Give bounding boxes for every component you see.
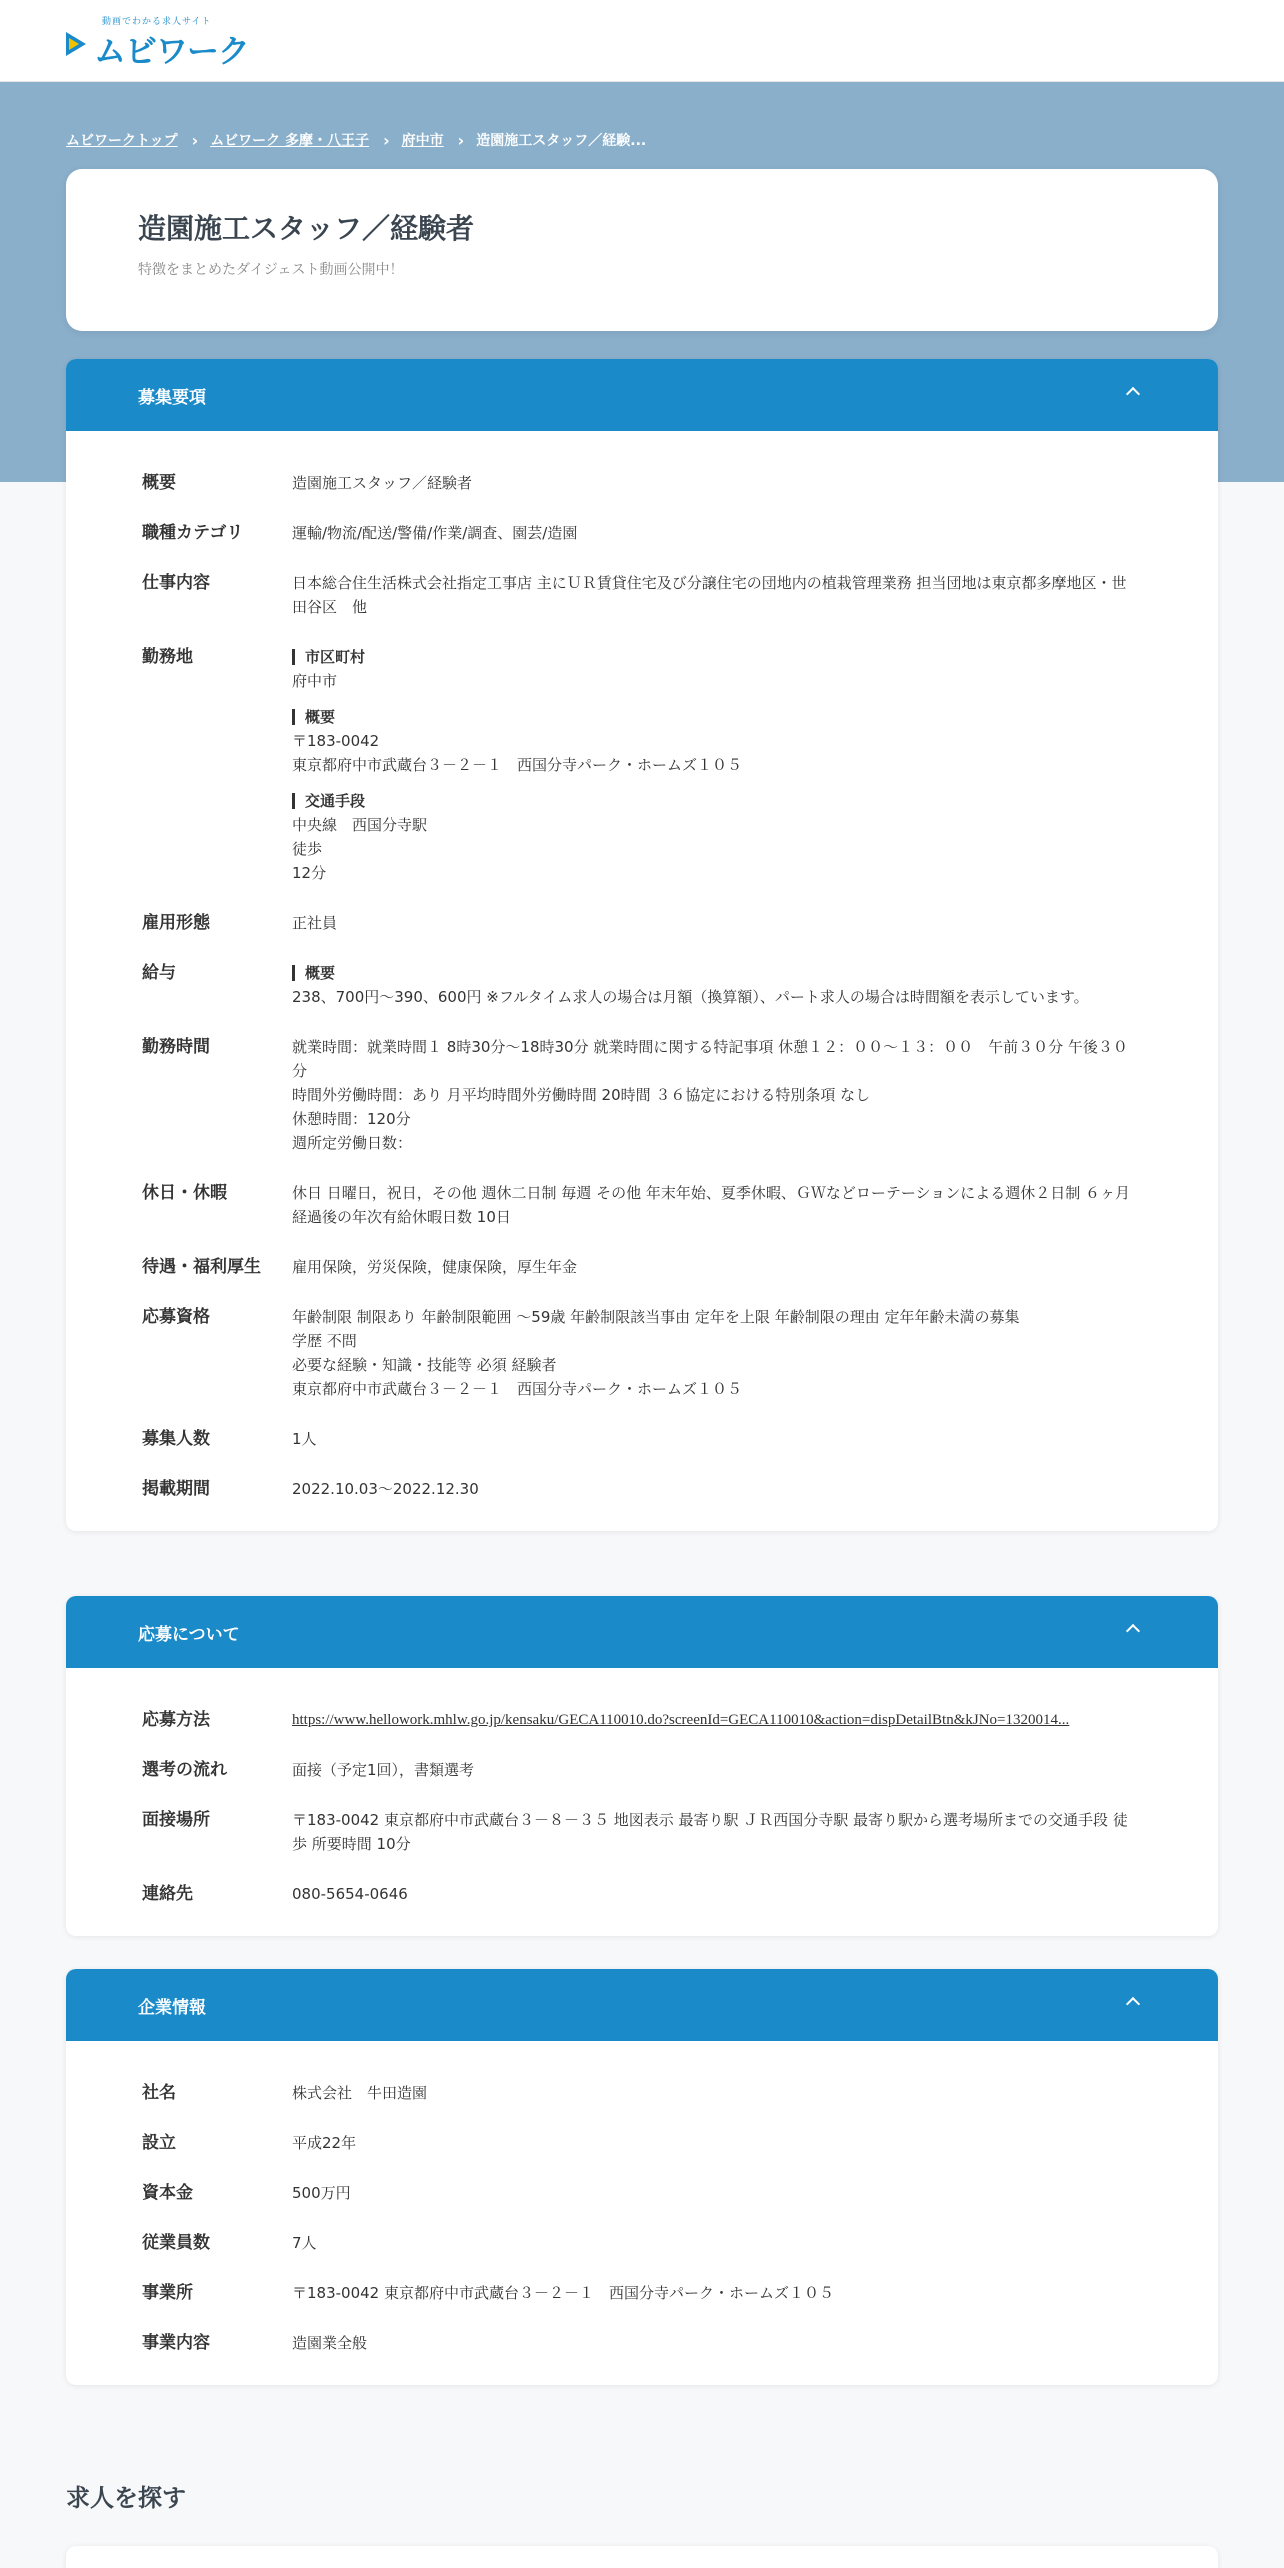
section-title: 応募について [138, 1625, 240, 1645]
row-label: 選考の流れ [142, 1760, 227, 1780]
chevron-right-icon: › [191, 130, 199, 150]
section-title: 募集要項 [138, 388, 206, 408]
row-label: 職種カテゴリ [142, 523, 244, 543]
row-label: 勤務地 [142, 647, 193, 667]
info-row [142, 2331, 1138, 2355]
row-label: 連絡先 [142, 1884, 193, 1904]
breadcrumb-link-area[interactable]: ムビワーク 多摩・八王子 [210, 133, 370, 149]
row-value [292, 1035, 1138, 1155]
row-label: 掲載期間 [142, 1479, 210, 1499]
row-label: 仕事内容 [142, 573, 210, 593]
row-value: 面接（予定1回），書類選考 [292, 1761, 475, 1779]
info-row [142, 645, 1138, 885]
info-row [142, 2281, 1138, 2305]
row-label: 休日・休暇 [142, 1183, 227, 1203]
row-label: 設立 [142, 2133, 176, 2153]
row-value: 1人 [292, 1430, 317, 1448]
info-row [142, 471, 1138, 495]
sub-value: 238、700円〜390、600円 ※フルタイム求人の場合は月額（換算額）、パート求人の場合は時間額を表示しています。 [292, 988, 1089, 1006]
apply-link[interactable]: https://www.hellowork.mhlw.go.jp/kensaku/GECA110010.do?screenId=GECA110010&action=dispDetailBtn&kJNo=1320014... [292, 1712, 1070, 1728]
row-value: 2022.10.03～2022.12.30 [292, 1480, 479, 1498]
info-row [142, 1882, 1138, 1906]
sub-value: 〒183-0042 [292, 732, 380, 750]
info-row [142, 1708, 1138, 1732]
info-row [142, 1808, 1138, 1856]
apply-section [66, 1596, 1218, 1936]
recruit-section [66, 359, 1218, 1531]
row-value: 7人 [292, 2234, 317, 2252]
value-line: 週所定労働日数： [292, 1134, 413, 1152]
value-line: 休憩時間：120分 [292, 1110, 411, 1128]
row-label: 概要 [142, 473, 176, 493]
row-value: 造園施工スタッフ／経験者 [292, 474, 473, 492]
info-row [142, 911, 1138, 935]
value-line: 東京都府中市武蔵台３－２－１ 西国分寺パーク・ホームズ１０５ [292, 1380, 743, 1398]
info-row [142, 1758, 1138, 1782]
info-row [142, 1427, 1138, 1451]
logo-tagline: 動画でわかる求人サイト [102, 17, 212, 27]
info-row [142, 1035, 1138, 1155]
job-title-card [66, 169, 1218, 331]
info-row [142, 2081, 1138, 2105]
row-value: 雇用保険，労災保険，健康保険，厚生年金 [292, 1258, 578, 1276]
value-line: 必要な経験・知識・技能等 必須 経験者 [292, 1356, 557, 1374]
play-icon [66, 32, 86, 56]
breadcrumb-link-top[interactable]: ムビワークトップ [66, 133, 178, 149]
chevron-right-icon: › [383, 130, 390, 150]
info-row [142, 1181, 1138, 1229]
site-header [0, 0, 1284, 82]
row-label: 資本金 [142, 2183, 193, 2203]
row-value: 正社員 [292, 914, 338, 932]
info-row [142, 2231, 1138, 2255]
info-row [142, 961, 1138, 1009]
row-value [292, 961, 1138, 1009]
row-value: 運輸/物流/配送/警備/作業/調査、園芸/造園 [292, 524, 578, 542]
row-label: 待遇・福利厚生 [142, 1257, 261, 1277]
info-row [142, 2131, 1138, 2155]
row-value: 〒183-0042 東京都府中市武蔵台３－２－１ 西国分寺パーク・ホームズ１０５ [292, 2284, 834, 2302]
sub-value: 中央線 西国分寺駅 [292, 816, 428, 834]
row-value: 500万円 [292, 2184, 351, 2202]
row-label: 募集人数 [142, 1429, 210, 1449]
row-label: 応募資格 [142, 1307, 210, 1327]
row-value [292, 645, 1138, 885]
page-title: 造園施工スタッフ／経験者 [138, 212, 475, 245]
value-line: 学歴 不問 [292, 1332, 357, 1350]
row-label: 給与 [142, 963, 176, 983]
row-value: 造園業全般 [292, 2334, 368, 2352]
sub-heading: 概要 [292, 965, 1138, 981]
info-row [142, 571, 1138, 619]
row-label: 社名 [142, 2083, 176, 2103]
row-value: 平成22年 [292, 2134, 357, 2152]
sub-value: 府中市 [292, 672, 338, 690]
chevron-up-icon[interactable] [1126, 1624, 1140, 1638]
row-label: 応募方法 [142, 1710, 210, 1730]
row-value: 〒183-0042 東京都府中市武蔵台３－８－３５ 地図表示 最寄り駅 ＪＲ西国分寺駅 最寄り駅から選考場所までの交通手段 徒歩 所要時間 10分 [292, 1811, 1128, 1853]
sub-heading: 交通手段 [292, 793, 1138, 809]
info-row [142, 521, 1138, 545]
row-value: 株式会社 牛田造園 [292, 2084, 428, 2102]
breadcrumb-link-city[interactable]: 府中市 [401, 133, 444, 149]
search-card [66, 2546, 1218, 2568]
company-section-header[interactable] [66, 1969, 1218, 2041]
sub-heading: 概要 [292, 709, 1138, 725]
recruit-section-header[interactable] [66, 359, 1218, 431]
sub-value: 12分 [292, 864, 327, 882]
row-label: 従業員数 [142, 2233, 210, 2253]
sub-value: 東京都府中市武蔵台３－２－１ 西国分寺パーク・ホームズ１０５ [292, 756, 743, 774]
chevron-right-icon: › [457, 130, 465, 150]
row-label: 面接場所 [142, 1810, 210, 1830]
sub-heading: 市区町村 [292, 649, 1138, 665]
chevron-up-icon[interactable] [1126, 387, 1140, 401]
info-row [142, 1477, 1138, 1501]
row-value: 080-5654-0646 [292, 1885, 408, 1903]
search-heading: 求人を探す [66, 2484, 186, 2512]
page-subtitle: 特徴をまとめたダイジェスト動画公開中！ [138, 262, 404, 278]
breadcrumb-current: 造園施工スタッフ／経験... [476, 133, 647, 149]
section-title: 企業情報 [138, 1998, 206, 2018]
breadcrumb [66, 130, 646, 150]
row-label: 雇用形態 [142, 913, 210, 933]
value-line: 時間外労働時間：あり 月平均時間外労働時間 20時間 ３６協定における特別条項 なし [292, 1086, 871, 1104]
row-value: 休日 日曜日，祝日，その他 週休二日制 毎週 その他 年末年始、夏季休暇、ＧＷなどローテーションによる週休２日制 ６ヶ月経過後の年次有給休暇日数 10日 [292, 1184, 1131, 1226]
row-value: 日本総合住生活株式会社指定工事店 主にＵＲ賃貸住宅及び分譲住宅の団地内の植栽管理業務 担当団地は東京都多摩地区・世田谷区 他 [292, 574, 1127, 616]
company-section [66, 1969, 1218, 2385]
site-logo[interactable] [66, 14, 250, 70]
row-value [292, 1305, 1138, 1401]
logo-text: ムビワーク [94, 32, 250, 70]
info-row [142, 1305, 1138, 1401]
value-line: 年齢制限 制限あり 年齢制限範囲 〜59歳 年齢制限該当事由 定年を上限 年齢制限の理由 定年年齢未満の募集 [292, 1308, 1020, 1326]
row-label: 事業内容 [142, 2333, 210, 2353]
info-row [142, 1255, 1138, 1279]
value-line: 就業時間：就業時間１ 8時30分〜18時30分 就業時間に関する特記事項 休憩１２：００～１３：００ 午前３０分 午後３０分 [292, 1038, 1128, 1080]
chevron-up-icon[interactable] [1126, 1997, 1140, 2011]
sub-value: 徒歩 [292, 840, 323, 858]
row-label: 勤務時間 [142, 1037, 210, 1057]
row-label: 事業所 [142, 2283, 193, 2303]
info-row [142, 2181, 1138, 2205]
apply-section-header[interactable] [66, 1596, 1218, 1668]
